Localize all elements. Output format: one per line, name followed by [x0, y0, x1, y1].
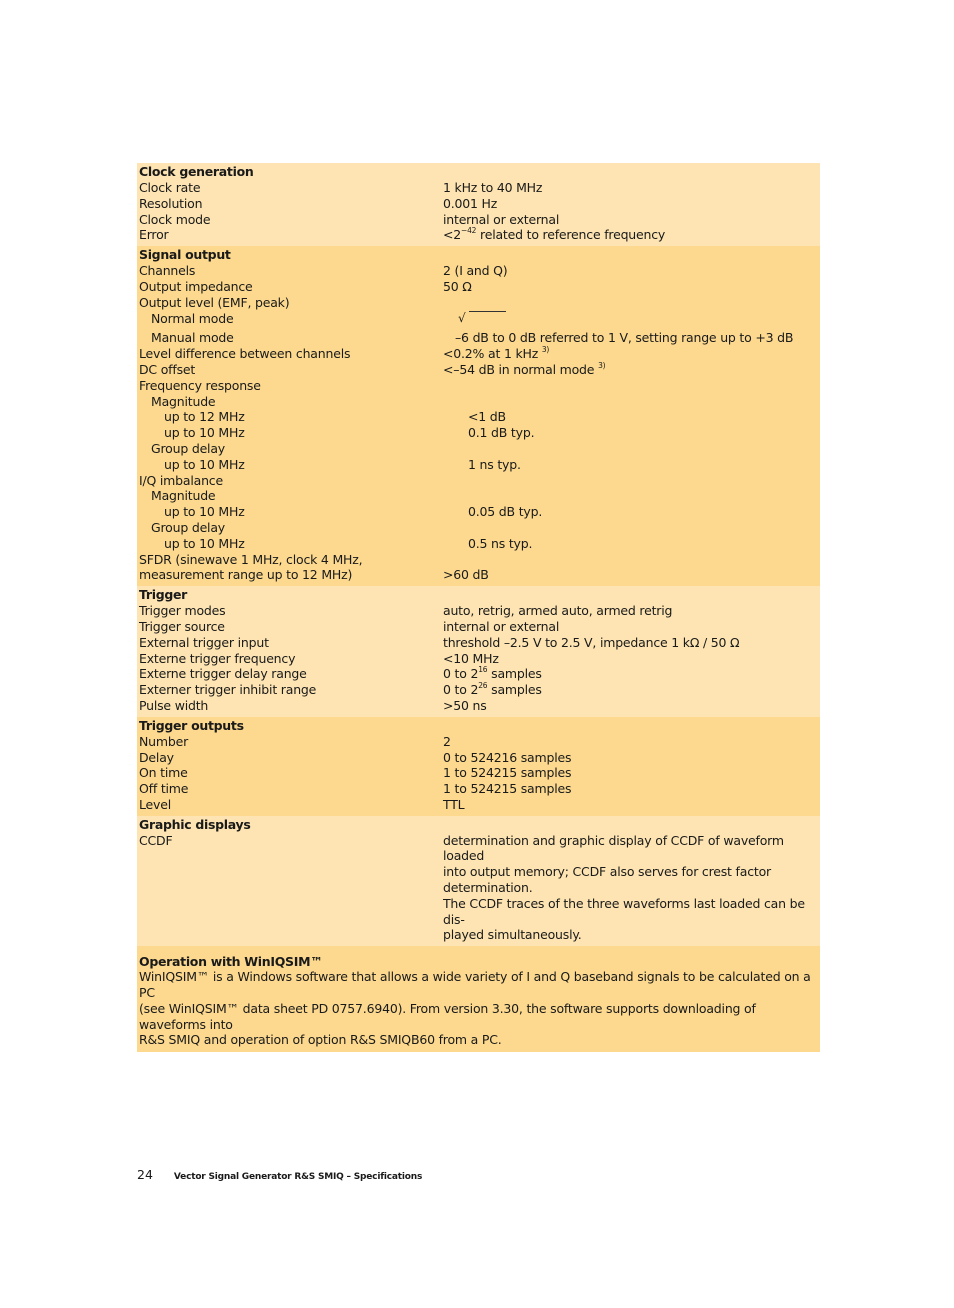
spec-value: [455, 488, 818, 504]
spec-value: 1 to 524215 samples: [443, 765, 572, 781]
spec-value: 1 to 524215 samples: [443, 781, 572, 797]
spec-label: Channels: [139, 263, 196, 279]
spec-row: [139, 781, 818, 797]
spec-label: DC offset: [139, 361, 196, 377]
spec-row: [139, 457, 818, 473]
section-trigger-outputs: [137, 717, 820, 816]
spec-row: [139, 896, 818, 928]
spec-label: Externe trigger delay range: [139, 666, 307, 682]
spec-label: Manual mode: [151, 330, 234, 346]
spec-label: Group delay: [151, 519, 225, 535]
footer-title: Vector Signal Generator R&S SMIQ – Specifications: [173, 1172, 423, 1182]
spec-row: [139, 651, 818, 667]
page-footer: [137, 1167, 422, 1182]
spec-row: [139, 734, 818, 750]
spec-label: Frequency response: [139, 377, 261, 393]
spec-value: <10 MHz: [443, 650, 499, 666]
paragraph-line: R&S SMIQ and operation of option R&S SMIQB60 from a PC.: [139, 1032, 502, 1048]
spec-value: 1 kHz to 40 MHz: [443, 180, 543, 195]
spec-row: [139, 212, 818, 228]
spec-label: Trigger source: [139, 618, 225, 634]
spec-value: The CCDF traces of the three waveforms last loaded can be dis-: [443, 895, 805, 927]
spec-row: [139, 473, 818, 489]
spec-value: –6 dB to 0 dB referred to 1 V, setting range up to +3 dB: [455, 330, 794, 346]
spec-row: [139, 279, 818, 295]
spec-value: [443, 552, 818, 568]
spec-row: [139, 180, 818, 196]
spec-sheet: [137, 163, 820, 1052]
square-root-symbol: √: [455, 311, 505, 327]
spec-row: [139, 196, 818, 212]
spec-label: Magnitude: [151, 488, 216, 504]
spec-row: [139, 520, 818, 536]
spec-value: 0.001 Hz: [443, 195, 498, 211]
spec-value: <0.2% at 1 kHz $^{3)}$: [443, 345, 550, 362]
spec-label: up to 10 MHz: [164, 535, 245, 551]
spec-value: auto, retrig, armed auto, armed retrig: [443, 603, 673, 619]
spec-row: [139, 864, 818, 896]
spec-row: [139, 409, 818, 425]
spec-label: Pulse width: [139, 697, 209, 713]
spec-row: [139, 698, 818, 714]
spec-label: On time: [139, 765, 188, 781]
section-graphic-displays: [137, 816, 820, 947]
section-title: Graphic displays: [139, 816, 251, 832]
spec-value: [443, 378, 818, 394]
spec-row: [139, 797, 818, 813]
spec-row: [139, 833, 818, 865]
spec-label: Off time: [139, 781, 189, 797]
page-number: 24: [137, 1167, 153, 1182]
exponent: 26: [478, 680, 488, 690]
spec-label: Level difference between channels: [139, 346, 351, 362]
spec-value: [455, 311, 818, 331]
exponent: 16: [478, 665, 488, 675]
spec-value: TTL: [443, 796, 465, 812]
footnote-ref: 3): [598, 360, 606, 370]
spec-label: SFDR (sinewave 1 MHz, clock 4 MHz,: [139, 551, 363, 567]
spec-label: Clock rate: [139, 180, 201, 195]
spec-value: >50 ns: [443, 697, 487, 713]
spec-row: [139, 394, 818, 410]
spec-label: measurement range up to 12 MHz): [139, 567, 353, 583]
spec-row: [139, 666, 818, 682]
spec-value: internal or external: [443, 211, 560, 227]
spec-row: [139, 635, 818, 651]
spec-label: Clock mode: [139, 211, 211, 227]
spec-label: up to 12 MHz: [164, 409, 245, 425]
spec-label: Resolution: [139, 195, 203, 211]
spec-row: [139, 765, 818, 781]
spec-row: [139, 536, 818, 552]
paragraph-line: (see WinIQSIM™ data sheet PD 0757.6940). From version 3.30, the software supports downloading of waveforms into: [139, 1000, 756, 1032]
spec-value: threshold –2.5 V to 2.5 V, impedance 1 kΩ / 50 Ω: [443, 634, 740, 650]
spec-label: Delay: [139, 749, 174, 765]
spec-value: played simultaneously.: [443, 927, 582, 943]
spec-row: [139, 425, 818, 441]
spec-value: determination and graphic display of CCDF of waveform loaded: [443, 832, 784, 864]
spec-row: [139, 227, 818, 243]
spec-value: 0 to 524216 samples: [443, 749, 572, 765]
spec-label: Trigger modes: [139, 603, 226, 619]
spec-row: [139, 682, 818, 698]
spec-label: Level: [139, 796, 171, 812]
spec-value: [455, 394, 818, 410]
spec-value: into output memory; CCDF also serves for crest factor determination.: [443, 864, 771, 896]
spec-value: >60 dB: [443, 567, 489, 583]
spec-label: Error: [139, 227, 169, 243]
spec-value: 1 ns typ.: [468, 456, 521, 472]
spec-value: 0 to $2^{16}$ samples: [443, 665, 542, 682]
spec-value: <1 dB: [468, 409, 506, 425]
spec-row: [139, 311, 818, 331]
spec-label: CCDF: [139, 832, 173, 848]
footnote-ref: 3): [541, 345, 550, 355]
spec-value: $<2^{-42}$ related to reference frequency: [443, 226, 666, 243]
spec-value: 0 to $2^{26}$ samples: [443, 680, 542, 698]
section-title: Trigger outputs: [139, 717, 244, 733]
section-operation-winiqsim: [137, 946, 820, 1052]
spec-label: [139, 927, 443, 943]
spec-row: [139, 552, 818, 568]
spec-row: [139, 567, 818, 583]
spec-label: Magnitude: [151, 393, 216, 409]
spec-label: [139, 896, 443, 928]
section-title: Clock generation: [139, 164, 254, 179]
spec-value: <–54 dB in normal mode $^{3)}$: [443, 360, 606, 377]
spec-row: [139, 619, 818, 635]
spec-value: 0.05 dB typ.: [468, 504, 543, 520]
spec-label: up to 10 MHz: [164, 504, 245, 520]
spec-label: Number: [139, 733, 189, 749]
spec-row: [139, 603, 818, 619]
spec-label: up to 10 MHz: [164, 456, 245, 472]
spec-row: [139, 441, 818, 457]
section-title: Trigger: [139, 587, 188, 603]
section-signal-output: [137, 246, 820, 586]
spec-row: [139, 750, 818, 766]
spec-value: 50 Ω: [443, 278, 472, 294]
spec-row: [139, 378, 818, 394]
spec-label: External trigger input: [139, 634, 269, 650]
spec-row: [139, 346, 818, 362]
spec-value: [455, 520, 818, 536]
spec-row: [139, 263, 818, 279]
spec-value: internal or external: [443, 618, 560, 634]
spec-row: [139, 295, 818, 311]
paragraph-line: WinIQSIM™ is a Windows software that allows a wide variety of I and Q baseband signals to be calculated on a PC: [139, 969, 811, 1001]
spec-row: [139, 330, 818, 346]
spec-label: Externer trigger inhibit range: [139, 682, 317, 698]
spec-label: Output level (EMF, peak): [139, 294, 290, 310]
spec-value: 0.1 dB typ.: [468, 425, 535, 441]
section-trigger: [137, 586, 820, 717]
spec-value: [443, 473, 818, 489]
spec-label: up to 10 MHz: [164, 425, 245, 441]
spec-label: Group delay: [151, 440, 225, 456]
spec-label: Externe trigger frequency: [139, 650, 296, 666]
spec-value: 0.5 ns typ.: [468, 535, 533, 551]
section-title: Operation with WinIQSIM™: [139, 954, 323, 970]
spec-label: I/Q imbalance: [139, 472, 223, 488]
spec-row: [139, 362, 818, 378]
spec-value: 2 (I and Q): [443, 263, 508, 279]
spec-row: [139, 504, 818, 520]
spec-value: [455, 441, 818, 457]
exponent: −42: [461, 226, 477, 236]
spec-label: [139, 864, 443, 896]
spec-value: [443, 295, 818, 311]
section-title: Signal output: [139, 247, 231, 263]
spec-value: 2: [443, 733, 451, 749]
section-clock-generation: [137, 163, 820, 246]
spec-row: [139, 488, 818, 504]
spec-label: Normal mode: [151, 310, 234, 326]
spec-row: [139, 927, 818, 943]
spec-label: Output impedance: [139, 278, 253, 294]
